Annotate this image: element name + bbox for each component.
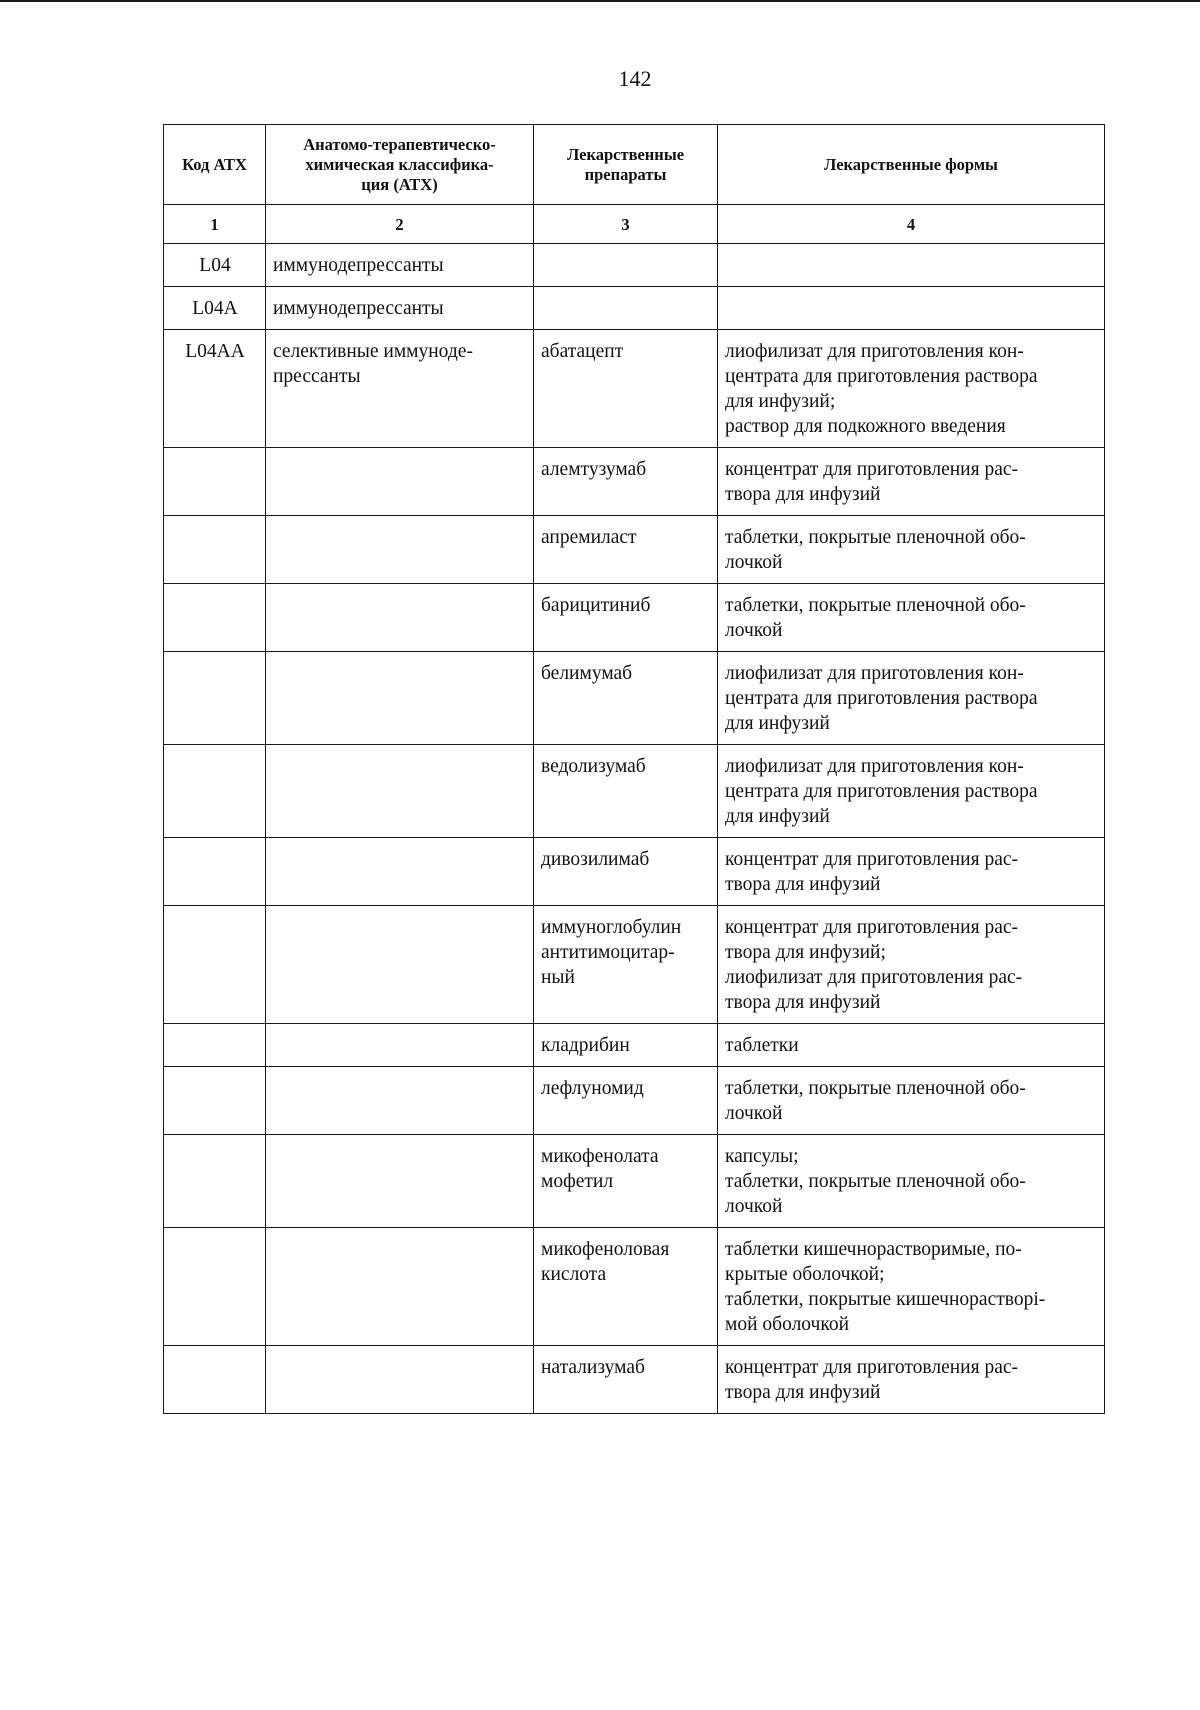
atc-code-cell: L04AA [164, 330, 266, 448]
dosage-forms-cell: таблетки [718, 1024, 1105, 1067]
atc-code-cell [164, 1024, 266, 1067]
classification-cell [266, 584, 534, 652]
dosage-forms-cell [718, 287, 1105, 330]
drug-name-cell: алемтузумаб [534, 448, 718, 516]
header-drugs: Лекарственные препараты [534, 125, 718, 205]
atc-code-cell [164, 448, 266, 516]
header-atc-code: Код АТХ [164, 125, 266, 205]
page-number: 142 [618, 66, 652, 91]
table-row [164, 906, 1105, 1024]
classification-cell [266, 448, 534, 516]
atc-code-cell: L04 [164, 244, 266, 287]
classification-cell [266, 1067, 534, 1135]
atc-code-cell [164, 1135, 266, 1228]
header-dosage-forms: Лекарственные формы [718, 125, 1105, 205]
column-number: 1 [164, 205, 266, 244]
table-row [164, 1135, 1105, 1228]
dosage-forms-cell: концентрат для приготовления рас- твора для инфузий [718, 1346, 1105, 1414]
classification-cell [266, 906, 534, 1024]
table-header-row [164, 125, 1105, 205]
column-number-row [164, 205, 1105, 244]
drug-name-cell: микофеноловая кислота [534, 1228, 718, 1346]
atc-code-cell [164, 838, 266, 906]
drug-name-cell: иммуноглобулин антитимоцитар- ный [534, 906, 718, 1024]
table-row [164, 838, 1105, 906]
classification-cell [266, 516, 534, 584]
table-row [164, 584, 1105, 652]
table-row [164, 1067, 1105, 1135]
dosage-forms-cell: лиофилизат для приготовления кон- центрата для приготовления раствора для инфузий; раствор для подкожного введения [718, 330, 1105, 448]
classification-cell: иммунодепрессанты [266, 244, 534, 287]
drug-name-cell [534, 244, 718, 287]
dosage-forms-cell [718, 244, 1105, 287]
drug-name-cell [534, 287, 718, 330]
table-row [164, 1024, 1105, 1067]
table-row [164, 516, 1105, 584]
table-row [164, 1346, 1105, 1414]
dosage-forms-cell: концентрат для приготовления рас- твора для инфузий [718, 448, 1105, 516]
drug-name-cell: абатацепт [534, 330, 718, 448]
table-row [164, 244, 1105, 287]
dosage-forms-cell: таблетки, покрытые пленочной обо- лочкой [718, 1067, 1105, 1135]
classification-cell [266, 1024, 534, 1067]
column-number: 4 [718, 205, 1105, 244]
top-border-line [0, 0, 1200, 2]
dosage-forms-cell: таблетки кишечнорастворимые, по- крытые оболочкой; таблетки, покрытые кишечнорастворі- мой оболочкой [718, 1228, 1105, 1346]
classification-cell [266, 1135, 534, 1228]
classification-cell [266, 745, 534, 838]
atc-code-cell [164, 584, 266, 652]
dosage-forms-cell: лиофилизат для приготовления кон- центрата для приготовления раствора для инфузий [718, 745, 1105, 838]
atc-code-cell [164, 906, 266, 1024]
table-body [164, 205, 1105, 1414]
table-row [164, 652, 1105, 745]
table-row [164, 287, 1105, 330]
drug-name-cell: лефлуномид [534, 1067, 718, 1135]
atc-code-cell: L04A [164, 287, 266, 330]
drug-name-cell: барицитиниб [534, 584, 718, 652]
drug-name-cell: дивозилимаб [534, 838, 718, 906]
classification-cell: селективные иммуноде- прессанты [266, 330, 534, 448]
drug-name-cell: апремиласт [534, 516, 718, 584]
dosage-forms-cell: таблетки, покрытые пленочной обо- лочкой [718, 584, 1105, 652]
dosage-forms-cell: таблетки, покрытые пленочной обо- лочкой [718, 516, 1105, 584]
dosage-forms-cell: лиофилизат для приготовления кон- центрата для приготовления раствора для инфузий [718, 652, 1105, 745]
classification-cell [266, 1228, 534, 1346]
classification-cell [266, 1346, 534, 1414]
table-row [164, 448, 1105, 516]
column-number: 3 [534, 205, 718, 244]
atc-code-cell [164, 1346, 266, 1414]
dosage-forms-cell: концентрат для приготовления рас- твора для инфузий; лиофилизат для приготовления рас- твора для инфузий [718, 906, 1105, 1024]
classification-cell [266, 652, 534, 745]
drug-name-cell: натализумаб [534, 1346, 718, 1414]
header-atc-classification: Анатомо-терапевтическо- химическая классифика- ция (АТХ) [266, 125, 534, 205]
atc-code-cell [164, 745, 266, 838]
classification-cell: иммунодепрессанты [266, 287, 534, 330]
drug-name-cell: кладрибин [534, 1024, 718, 1067]
column-number: 2 [266, 205, 534, 244]
atc-code-cell [164, 1228, 266, 1346]
atc-code-cell [164, 1067, 266, 1135]
drug-classification-table [163, 124, 1105, 1414]
dosage-forms-cell: концентрат для приготовления рас- твора для инфузий [718, 838, 1105, 906]
table-row [164, 1228, 1105, 1346]
drug-name-cell: ведолизумаб [534, 745, 718, 838]
atc-code-cell [164, 652, 266, 745]
drug-name-cell: белимумаб [534, 652, 718, 745]
table-row [164, 745, 1105, 838]
atc-code-cell [164, 516, 266, 584]
table-row [164, 330, 1105, 448]
drug-name-cell: микофенолата мофетил [534, 1135, 718, 1228]
dosage-forms-cell: капсулы; таблетки, покрытые пленочной обо- лочкой [718, 1135, 1105, 1228]
classification-cell [266, 838, 534, 906]
